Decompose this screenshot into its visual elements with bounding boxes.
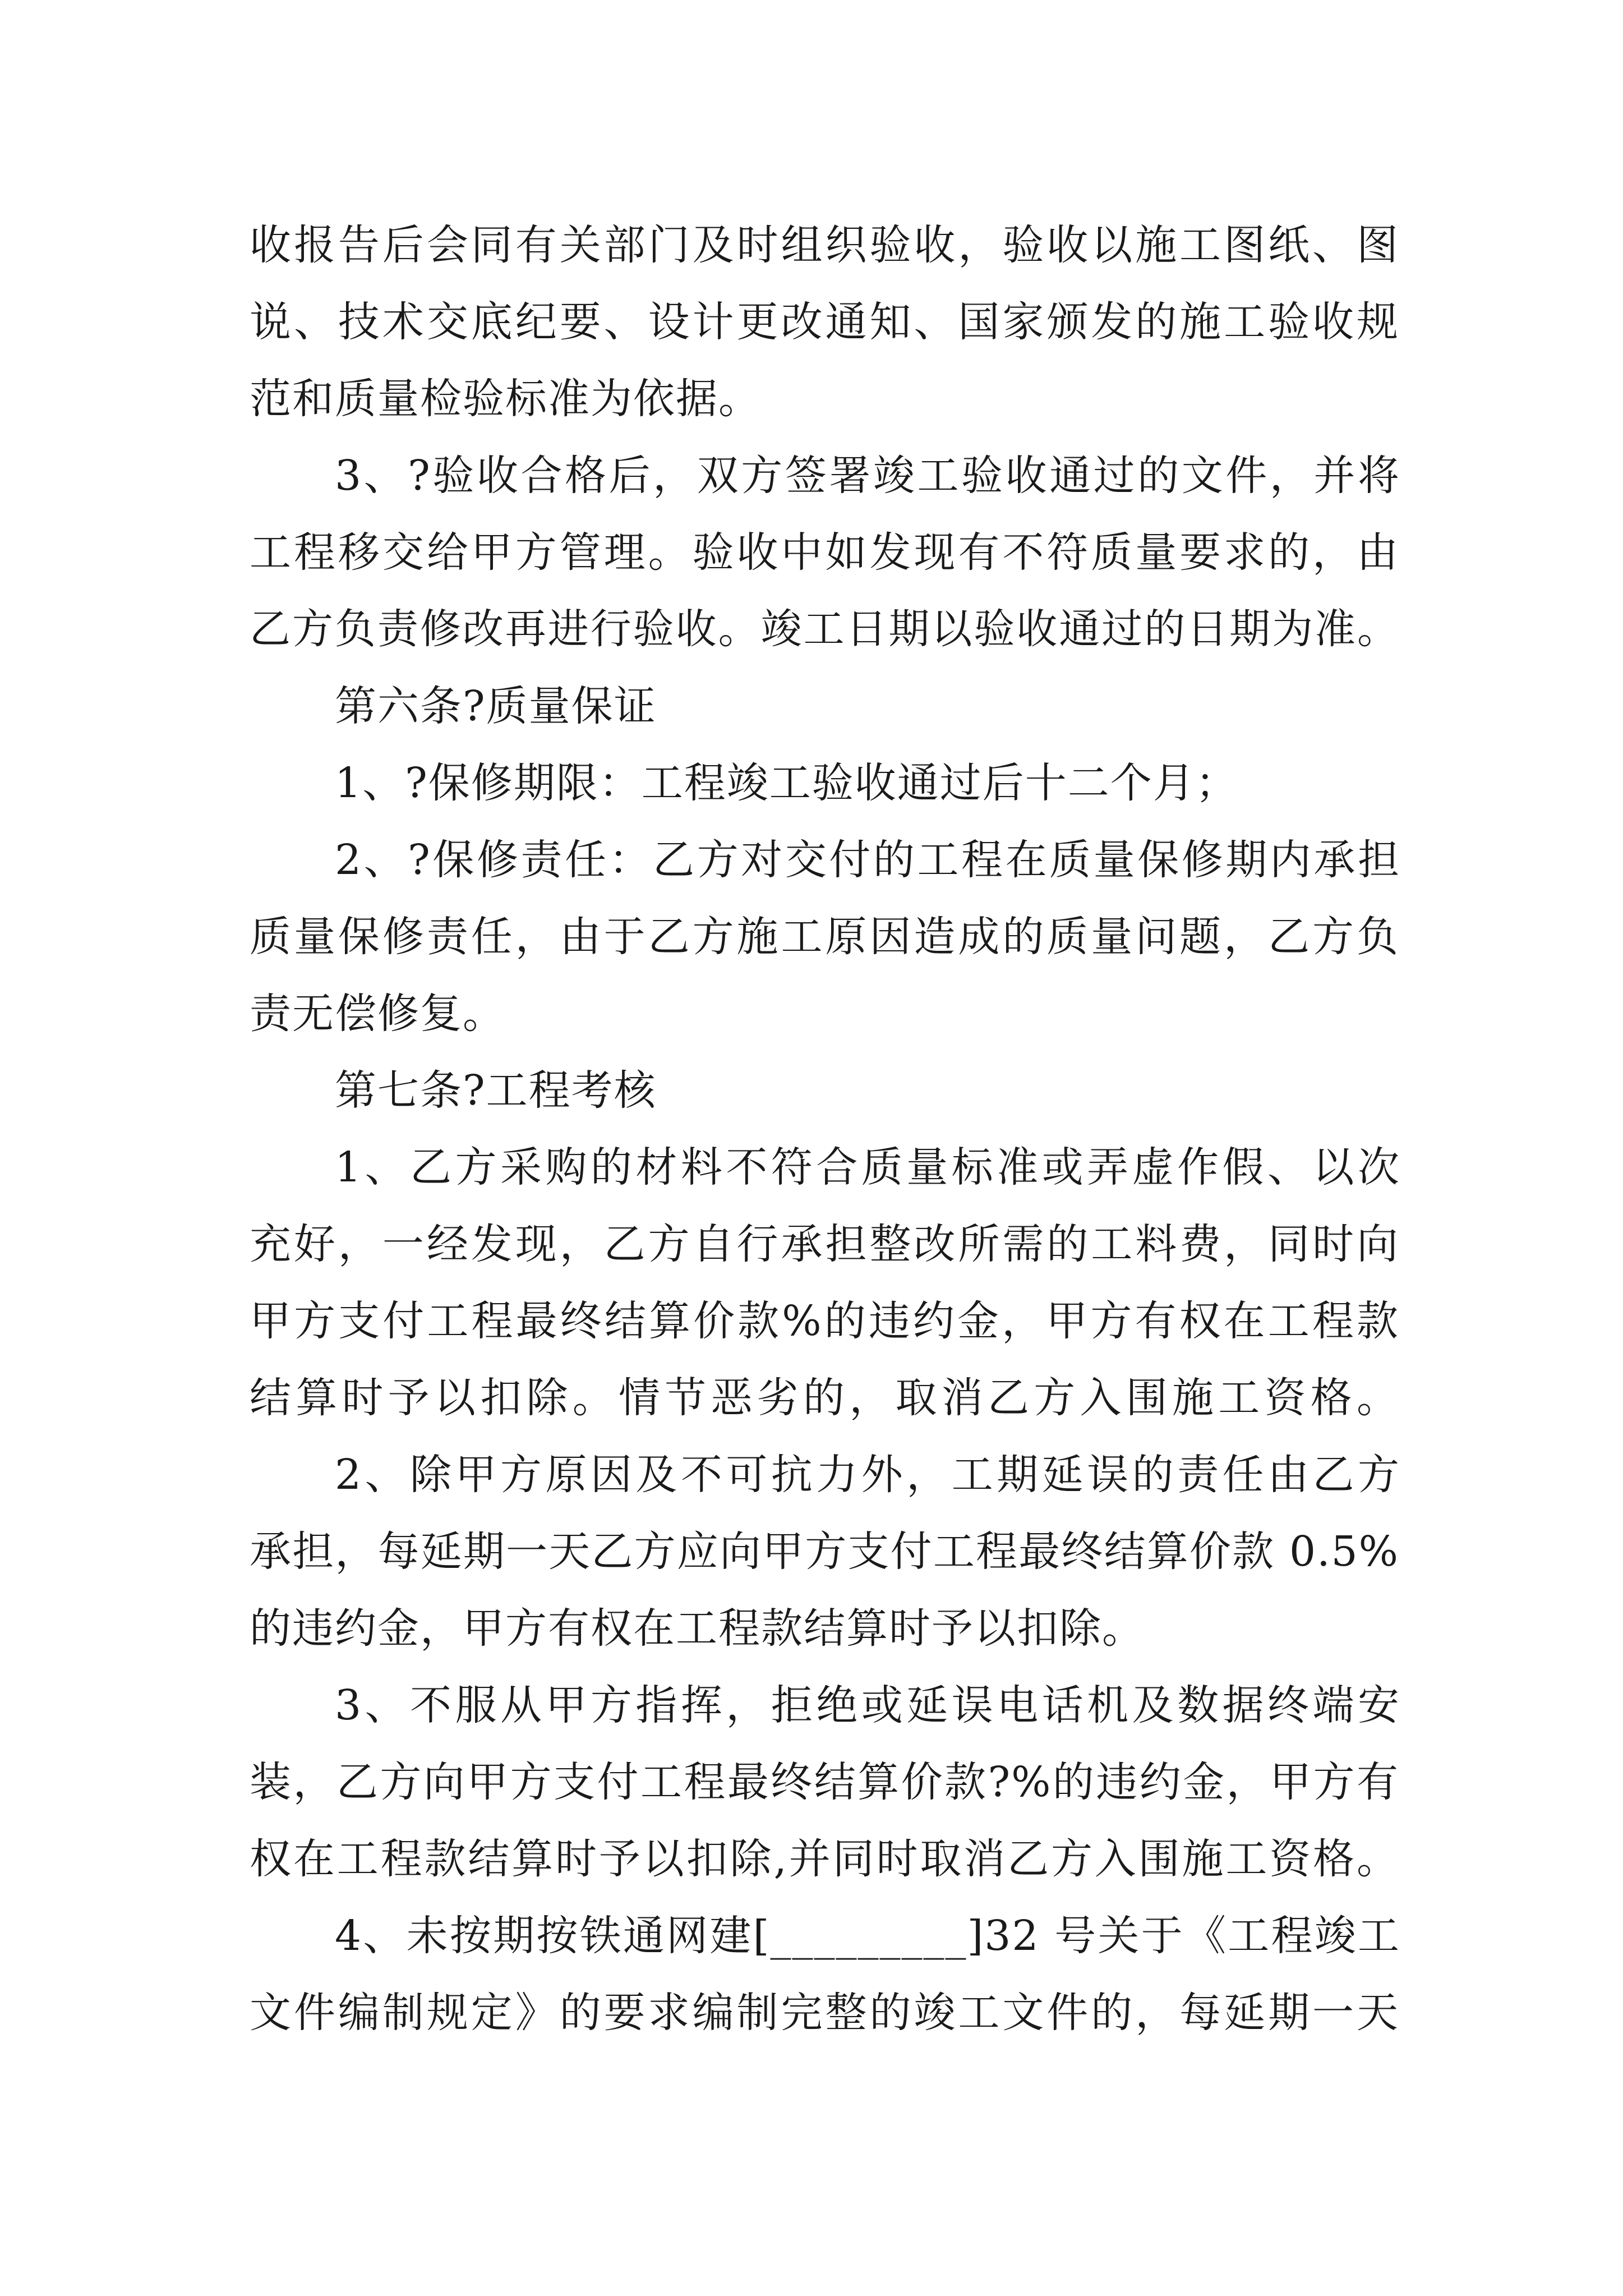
section-heading: 第六条?质量保证 <box>335 682 657 730</box>
text-line: 的违约金，甲方有权在工程款结算时予以扣除。 <box>250 1604 1145 1653</box>
text-line: 承担，每延期一天乙方应向甲方支付工程最终结算价款 0.5% <box>250 1527 1399 1576</box>
text-line: 3、不服从甲方指挥，拒绝或延误电话机及数据终端安 <box>335 1681 1400 1729</box>
text-line: 范和质量检验标准为依据。 <box>250 375 761 423</box>
text-line: 甲方支付工程最终结算价款%的违约金，甲方有权在工程款 <box>250 1297 1399 1345</box>
section-heading: 第七条?工程考核 <box>335 1066 657 1115</box>
text-line: 说、技术交底纪要、设计更改通知、国家颁发的施工验收规 <box>250 298 1399 346</box>
text-line: 3、?验收合格后，双方签署竣工验收通过的文件，并将 <box>335 452 1400 500</box>
text-line: 1、?保修期限：工程竣工验收通过后十二个月； <box>335 759 1238 807</box>
text-line: 1、乙方采购的材料不符合质量标准或弄虚作假、以次 <box>335 1143 1400 1191</box>
text-line: 乙方负责修改再进行验收。竣工日期以验收通过的日期为准。 <box>250 605 1399 653</box>
text-line: 充好，一经发现，乙方自行承担整改所需的工料费，同时向 <box>250 1220 1399 1268</box>
text-line: 权在工程款结算时予以扣除,并同时取消乙方入围施工资格。 <box>250 1835 1399 1883</box>
text-line: 结算时予以扣除。情节恶劣的，取消乙方入围施工资格。 <box>250 1374 1399 1422</box>
text-line: 文件编制规定》的要求编制完整的竣工文件的，每延期一天 <box>250 1989 1399 2037</box>
text-line: 2、除甲方原因及不可抗力外，工期延误的责任由乙方 <box>335 1451 1400 1499</box>
text-line: 质量保修责任，由于乙方施工原因造成的质量问题，乙方负 <box>250 913 1399 961</box>
text-line: 责无偿修复。 <box>250 990 505 1038</box>
text-line: 装，乙方向甲方支付工程最终结算价款?%的违约金，甲方有 <box>250 1758 1399 1806</box>
text-line: 收报告后会同有关部门及时组织验收，验收以施工图纸、图 <box>250 221 1399 269</box>
text-line: 工程移交给甲方管理。验收中如发现有不符质量要求的，由 <box>250 528 1399 577</box>
text-line: 2、?保修责任：乙方对交付的工程在质量保修期内承担 <box>335 836 1400 884</box>
text-line: 4、未按期按铁通网建[_________]32 号关于《工程竣工 <box>335 1912 1400 1960</box>
